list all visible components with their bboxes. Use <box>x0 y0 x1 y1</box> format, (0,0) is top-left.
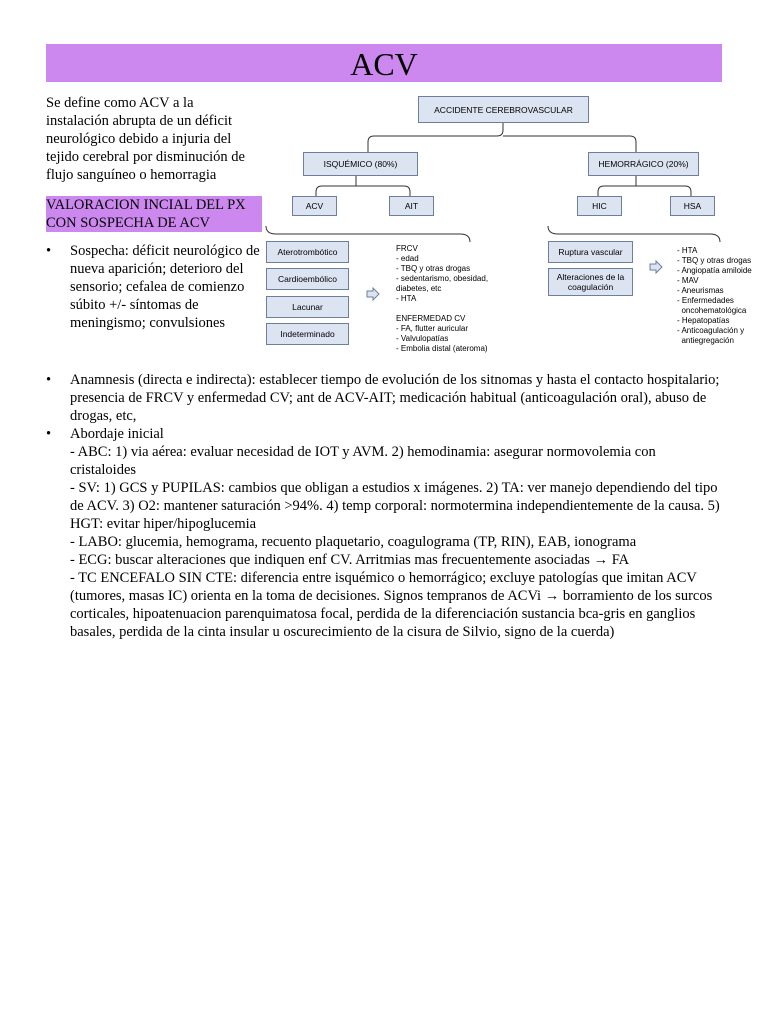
connector-line <box>503 136 636 152</box>
hic-box: HIC <box>577 196 622 216</box>
aterotrombotico-box: Aterotrombótico <box>266 241 349 263</box>
bullet-icon: • <box>46 243 52 259</box>
connector-line <box>356 186 410 196</box>
diagram-root-box: ACCIDENTE CEREBROVASCULAR <box>418 96 589 123</box>
list-item <box>46 371 722 425</box>
connector-line <box>636 186 691 196</box>
page-title: ACV <box>46 44 722 82</box>
abordaje-abc: - ABC: 1) via aérea: evaluar necesidad de IOT y AVM. 2) hemodinamia: asegurar normovolemia con cristaloides <box>70 444 656 478</box>
hemorragico-box: HEMORRÁGICO (20%) <box>588 152 699 176</box>
abordaje-sv: - SV: 1) GCS y PUPILAS: cambios que obligan a estudios x imágenes. 2) TA: ver manejo dependiendo del tipo de ACV. 3) O2: mantener saturación >94%. 4) temp corporal: normotermina independientemente de la causa. 5) HGT: evitar hiper/hipoglucemia <box>70 480 720 532</box>
abordaje-heading: Abordaje inicial <box>70 426 164 442</box>
arrow-right-icon <box>649 260 663 274</box>
abordaje-ecg: - ECG: buscar alteraciones que indiquen enf CV. Arritmias mas frecuentemente asociadas → FA <box>70 552 630 568</box>
ruptura-vascular-box: Ruptura vascular <box>548 241 633 263</box>
indeterminado-box: Indeterminado <box>266 323 349 345</box>
hemorrhagic-causes-list: - HTA - TBQ y otras drogas - Angiopatía amiloide - MAV - Aneurismas - Enfermedades oncohematológica - Hepatopatías - Anticoagulación y antiegregación <box>677 246 752 345</box>
connector-line <box>368 123 503 152</box>
list-item <box>46 425 722 641</box>
lacunar-box: Lacunar <box>266 296 349 318</box>
ait-box: AIT <box>389 196 434 216</box>
cardioembolico-box: Cardioembólico <box>266 268 349 290</box>
connector-line <box>598 176 636 196</box>
valoracion-heading: VALORACION INCIAL DEL PX CON SOSPECHA DE ACV <box>46 196 262 232</box>
bullet-icon: • <box>46 426 52 442</box>
abordaje-tc: - TC ENCEFALO SIN CTE: diferencia entre isquémico o hemorrágico; excluye patologías que imitan ACV (tumores, masas IC) orienta en la toma de decisiones. Signos tempranos de ACVi → borramiento de los surcos corticales, hipoatenuacion parenquimatosa focal, perdida de la diferenciación sustancia bca-gris en ganglios basales, perdida de la cinta insular u oscurecimiento de la cisura de Silvio, signo de la cuerda) <box>70 570 713 640</box>
bracket-line <box>266 226 470 242</box>
bullet-icon: • <box>46 372 52 388</box>
connector-line <box>316 176 356 196</box>
isquemico-box: ISQUÉMICO (80%) <box>303 152 418 176</box>
main-bullet-list <box>46 371 722 641</box>
acv-box: ACV <box>292 196 337 216</box>
diagram-connectors <box>0 0 768 360</box>
arrow-right-icon <box>366 287 380 301</box>
alteraciones-coagulacion-box: Alteraciones de la coagulación <box>548 268 633 296</box>
definition-paragraph: Se define como ACV a la instalación abrupta de un déficit neurológico debido a injuria del tejido cerebral por disminución de flujo sanguíneo o hemorragia <box>46 95 245 183</box>
hsa-box: HSA <box>670 196 715 216</box>
sospecha-text: Sospecha: déficit neurológico de nueva aparición; deterioro del sensorio; cefalea de comienzo súbito +/- síntomas de meningismo; convulsiones <box>70 243 260 331</box>
bracket-line <box>548 226 720 242</box>
isquemic-risk-list: FRCV - edad - TBQ y otras drogas - sedentarismo, obesidad, diabetes, etc - HTA ENFERMEDAD CV - FA, flutter auricular - Valvulopatías - Embolia distal (ateroma) <box>396 244 489 353</box>
anamnesis-text: Anamnesis (directa e indirecta): establecer tiempo de evolución de los sitnomas y hasta el contacto hospitalario; presencia de FRCV y enfermedad CV; ant de ACV-AIT; medicación habitual (anticoagulación oral), abuso de drogas, etc, <box>70 372 720 424</box>
abordaje-labo: - LABO: glucemia, hemograma, recuento plaquetario, coagulograma (TP, RIN), EAB, ionograma <box>70 534 637 550</box>
